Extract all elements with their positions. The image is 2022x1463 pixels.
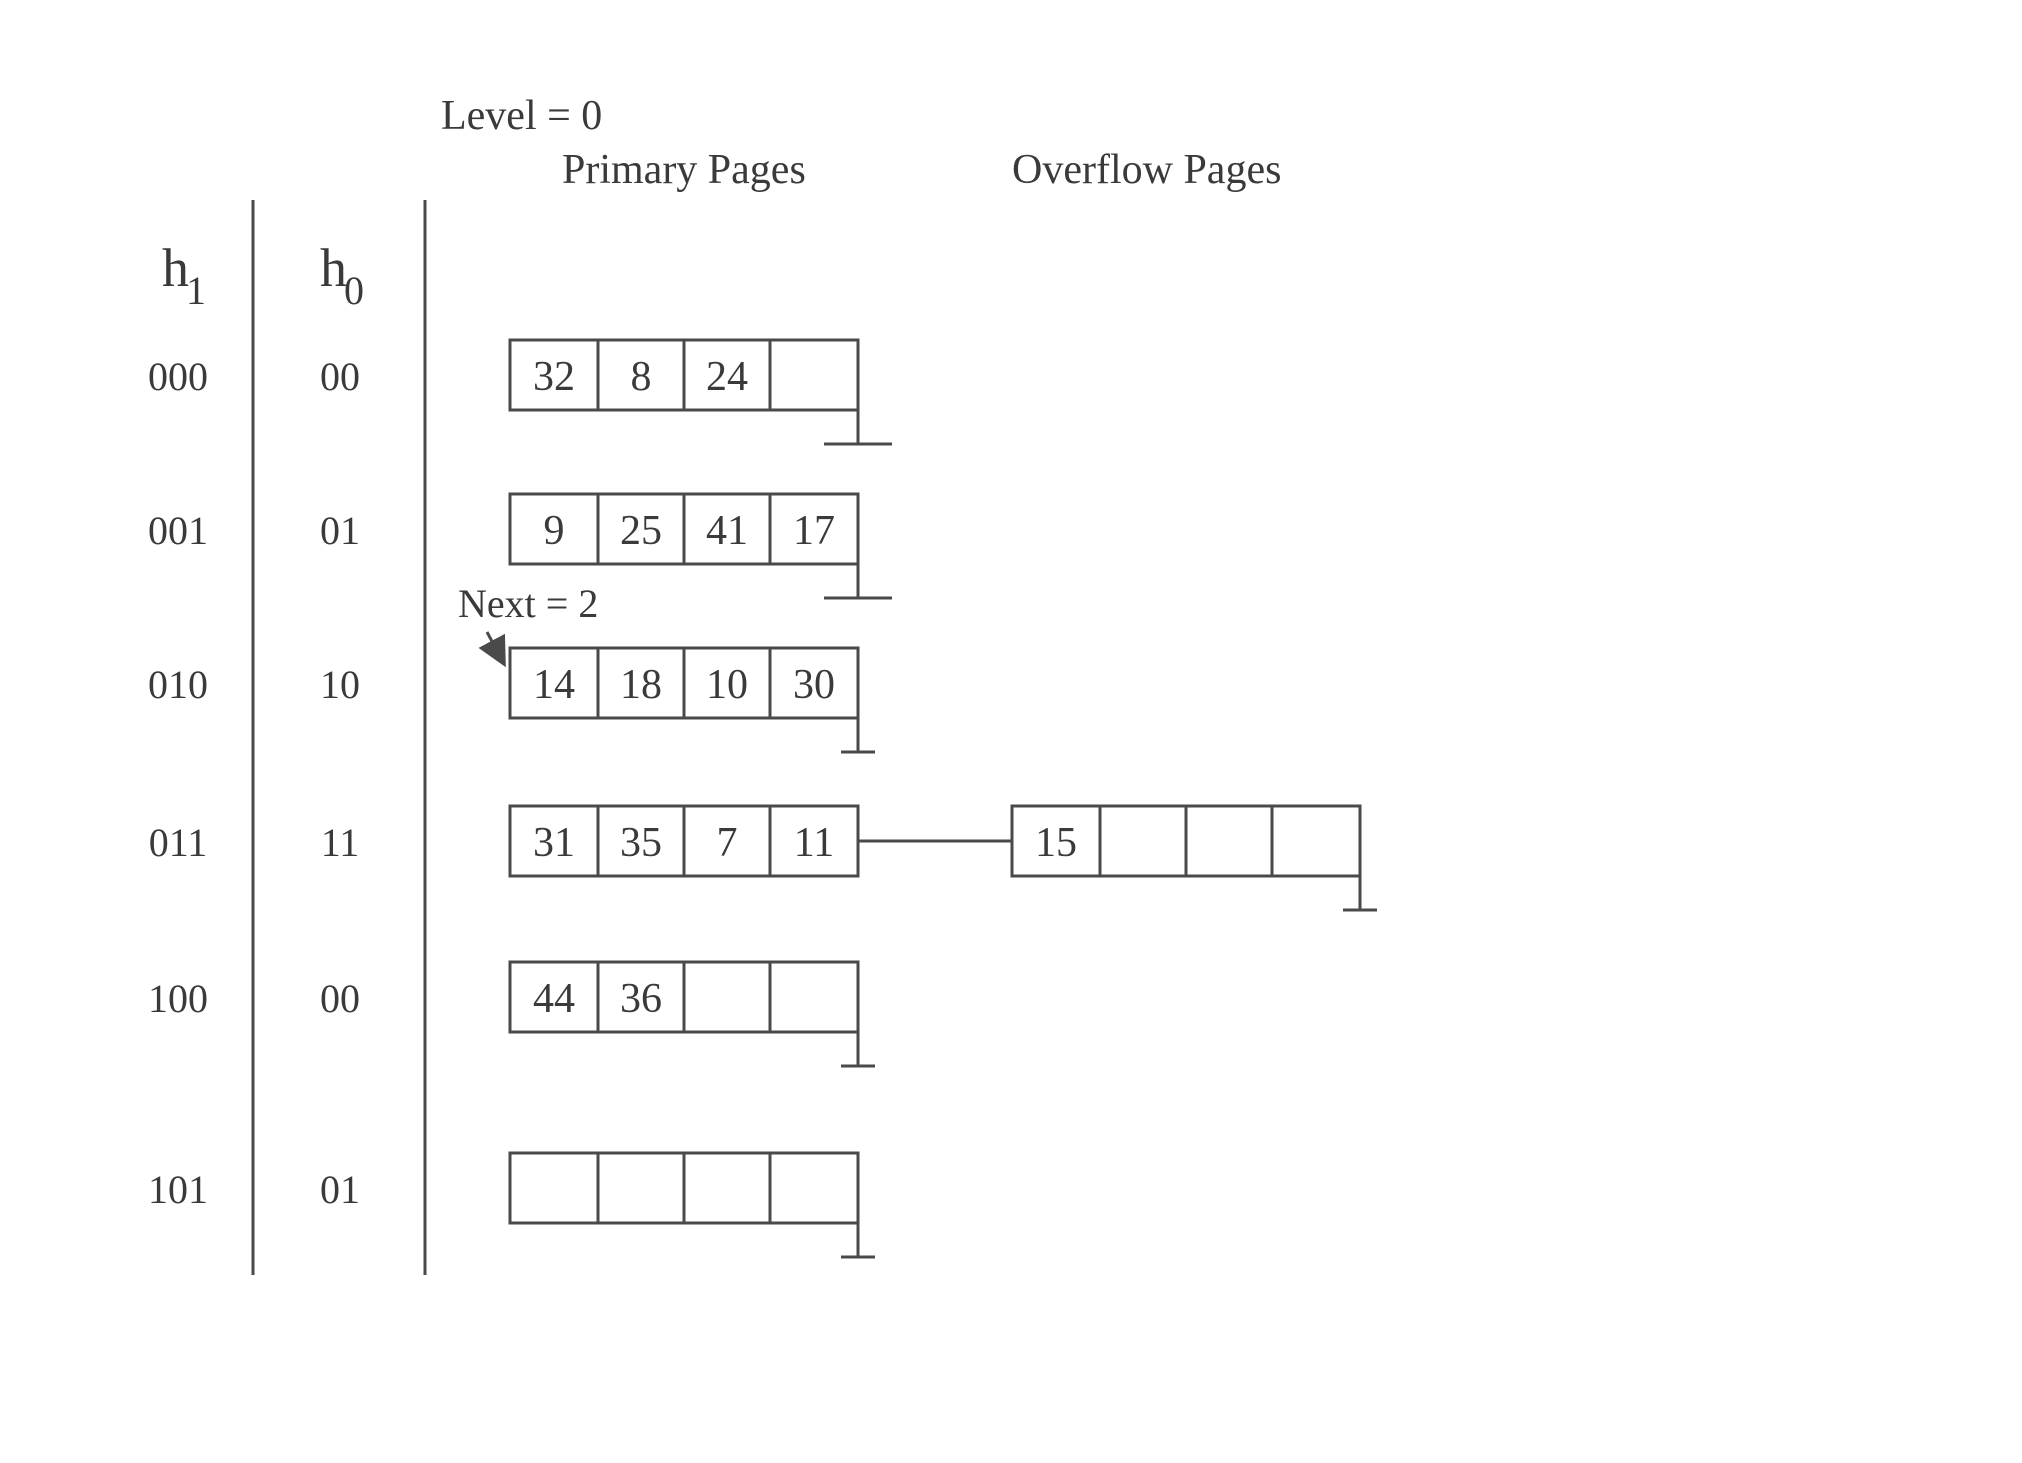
h1-value: 001: [148, 508, 208, 553]
primary-page: [510, 340, 892, 444]
primary-page-cell: [770, 1153, 858, 1223]
level-label: Level = 0: [441, 93, 603, 139]
overflow-page-cell: [1272, 806, 1360, 876]
h0-value: 01: [320, 1167, 360, 1212]
next-pointer-arrow: [487, 632, 503, 662]
h0-column-header: [320, 238, 364, 313]
primary-page: [510, 962, 875, 1066]
h1-column-header: [162, 238, 206, 313]
h0-value: 00: [320, 354, 360, 399]
overflow-pages-header: Overflow Pages: [1012, 147, 1282, 193]
overflow-page-value: 15: [1035, 820, 1077, 866]
h0-value: 01: [320, 508, 360, 553]
primary-page-value: 31: [533, 820, 575, 866]
primary-page-value: 35: [620, 820, 662, 866]
bucket-row: [148, 648, 875, 752]
primary-page-value: 8: [630, 354, 652, 400]
bucket-row: [148, 962, 875, 1066]
h0-subscript: 0: [344, 268, 364, 313]
primary-page-value: 9: [543, 508, 565, 554]
primary-page-value: 10: [706, 662, 748, 708]
bucket-row: [149, 806, 1377, 910]
primary-page-value: 25: [620, 508, 662, 554]
primary-page-value: 11: [793, 820, 835, 866]
h1-value: 101: [148, 1167, 208, 1212]
next-pointer-label: Next = 2: [458, 581, 599, 626]
primary-page-cell: [598, 1153, 684, 1223]
h0-symbol: h: [320, 238, 347, 298]
bucket-rows: [148, 340, 1377, 1257]
primary-page-value: 36: [620, 976, 662, 1022]
primary-page-value: 32: [533, 354, 575, 400]
primary-page: [510, 1153, 875, 1257]
primary-page-value: 17: [793, 508, 835, 554]
primary-page-value: 30: [793, 662, 835, 708]
primary-page: [510, 648, 875, 752]
primary-page: [510, 806, 858, 876]
primary-page-cell: [684, 1153, 770, 1223]
primary-page-cell: [770, 962, 858, 1032]
primary-page-value: 18: [620, 662, 662, 708]
primary-page-cell: [684, 962, 770, 1032]
primary-page-value: 44: [533, 976, 575, 1022]
bucket-row: [148, 1153, 875, 1257]
h1-value: 011: [148, 820, 208, 865]
primary-pages-header: Primary Pages: [562, 147, 806, 193]
h1-subscript: 1: [186, 268, 206, 313]
primary-page-value: 41: [706, 508, 748, 554]
primary-page-value: 24: [706, 354, 748, 400]
primary-page-value: 14: [533, 662, 575, 708]
h0-value: 11: [320, 820, 360, 865]
overflow-page-cell: [1186, 806, 1272, 876]
h1-value: 010: [148, 662, 208, 707]
overflow-page: [1012, 806, 1377, 910]
h1-value: 100: [148, 976, 208, 1021]
overflow-page-cell: [1100, 806, 1186, 876]
h1-value: 000: [148, 354, 208, 399]
h0-value: 00: [320, 976, 360, 1021]
primary-page-value: 7: [716, 820, 738, 866]
primary-page-cell: [510, 1153, 598, 1223]
h0-value: 10: [320, 662, 360, 707]
primary-page-cell: [770, 340, 858, 410]
bucket-row: [148, 340, 892, 444]
h1-symbol: h: [162, 238, 189, 298]
